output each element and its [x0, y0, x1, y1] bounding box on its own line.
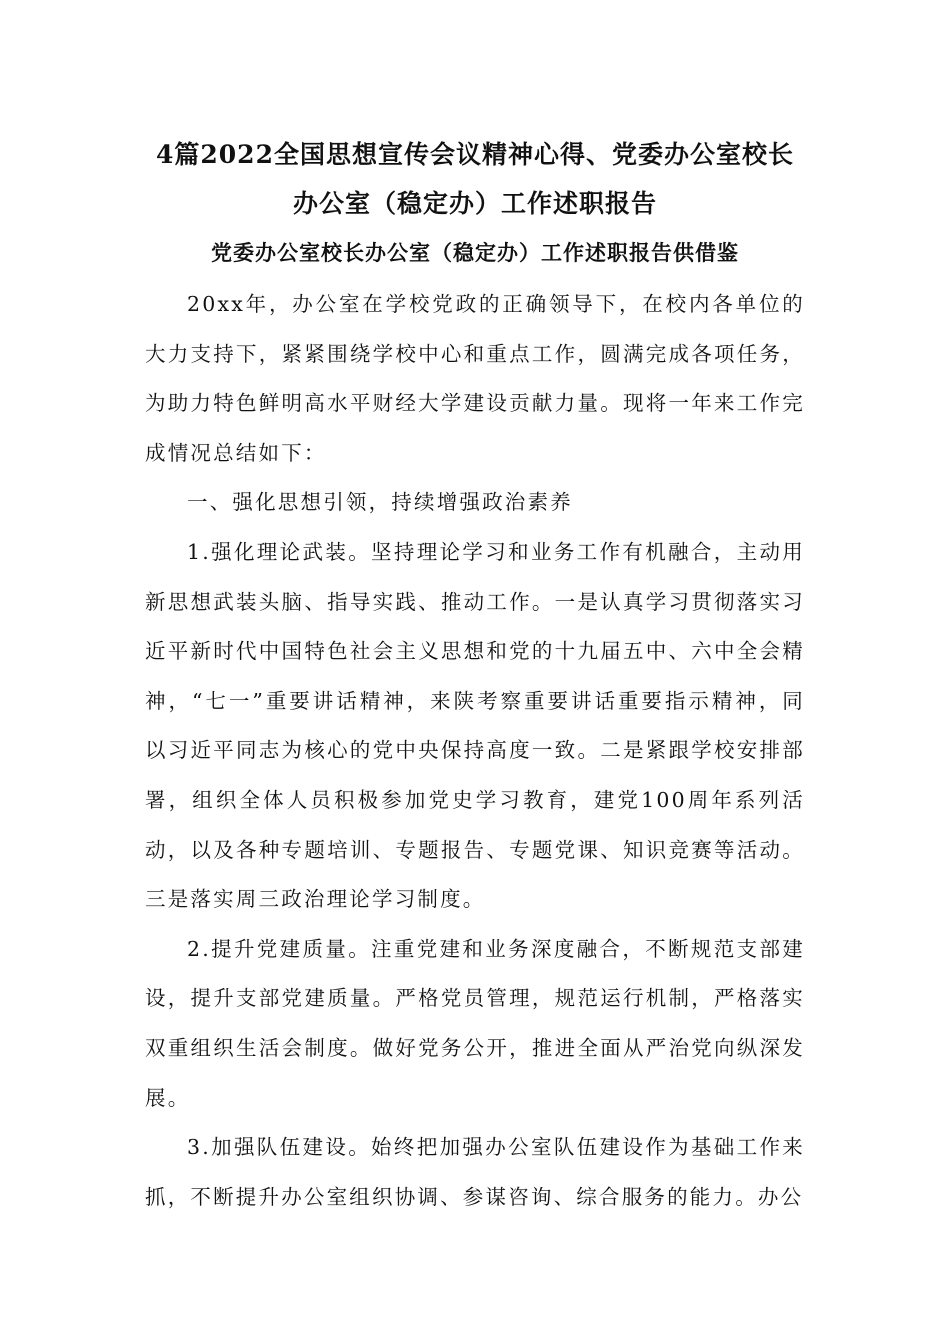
body-paragraph: 1.强化理论武装。坚持理论学习和业务工作有机融合，主动用新思想武装头脑、指导实践、推动工作。一是认真学习贯彻落实习近平新时代中国特色社会主义思想和党的十九届五中、六中全会精神，“七一”重要讲话精神，来陕考察重要讲话重要指示精神，同以习近平同志为核心的党中央保持高度一致。二是紧跟学校安排部署，组织全体人员积极参加党史学习教育，建党100周年系列活动，以及各种专题培训、专题报告、专题党课、知识竞赛等活动。三是落实周三政治理论学习制度。	[145, 539, 805, 912]
intro-paragraph: 20xx年，办公室在学校党政的正确领导下，在校内各单位的大力支持下，紧紧围绕学校中心和重点工作，圆满完成各项任务，为助力特色鲜明高水平财经大学建设贡献力量。现将一年来工作完成情况总结如下：	[145, 292, 805, 465]
section-heading: 一、强化思想引领，持续增强政治素养	[187, 490, 573, 515]
document-subtitle: 党委办公室校长办公室（稳定办）工作述职报告供借鉴	[211, 240, 739, 265]
document-page	[145, 130, 805, 1222]
document-title: 4篇2022全国思想宣传会议精神心得、党委办公室校长办公室（稳定办）工作述职报告	[156, 140, 794, 218]
body-paragraph: 2.提升党建质量。注重党建和业务深度融合，不断规范支部建设，提升支部党建质量。严格党员管理，规范运行机制，严格落实双重组织生活会制度。做好党务公开，推进全面从严治党向纵深发展。	[145, 936, 805, 1110]
body-paragraph: 3.加强队伍建设。始终把加强办公室队伍建设作为基础工作来抓，不断提升办公室组织协调、参谋咨询、综合服务的能力。办公	[145, 1135, 805, 1209]
